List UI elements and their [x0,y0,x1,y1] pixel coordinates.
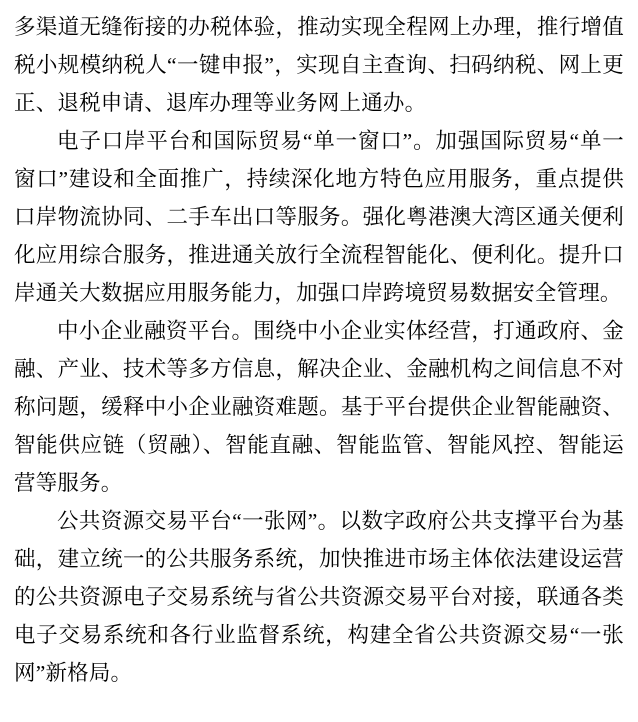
paragraph-1: 多渠道无缝衔接的办税体验，推动实现全程网上办理，推行增值税小规模纳税人“一键申报”，实现自主查询、扫码纳税、网上更正、退税申请、退库办理等业务网上通办。 [14,15,624,115]
paragraph-2: 电子口岸平台和国际贸易“单一窗口”。加强国际贸易“单一窗口”建设和全面推广，持续深化地方特色应用服务，重点提供口岸物流协同、二手车出口等服务。强化粤港澳大湾区通关便利化应用综合服务，推进通关放行全流程智能化、便利化。提升口岸通关大数据应用服务能力，加强口岸跨境贸易数据安全管理。 [14,129,624,305]
paragraph-4: 公共资源交易平台“一张网”。以数字政府公共支撑平台为基础，建立统一的公共服务系统，加快推进市场主体依法建设运营的公共资源电子交易系统与省公共资源交易平台对接，联通各类电子交易系统和各行业监督系统，构建全省公共资源交易“一张网”新格局。 [14,509,624,685]
paragraph-3: 中小企业融资平台。围绕中小企业实体经营，打通政府、金融、产业、技术等多方信息，解决企业、金融机构之间信息不对称问题，缓释中小企业融资难题。基于平台提供企业智能融资、智能供应链（贸融）、智能直融、智能监管、智能风控、智能运营等服务。 [14,319,624,495]
